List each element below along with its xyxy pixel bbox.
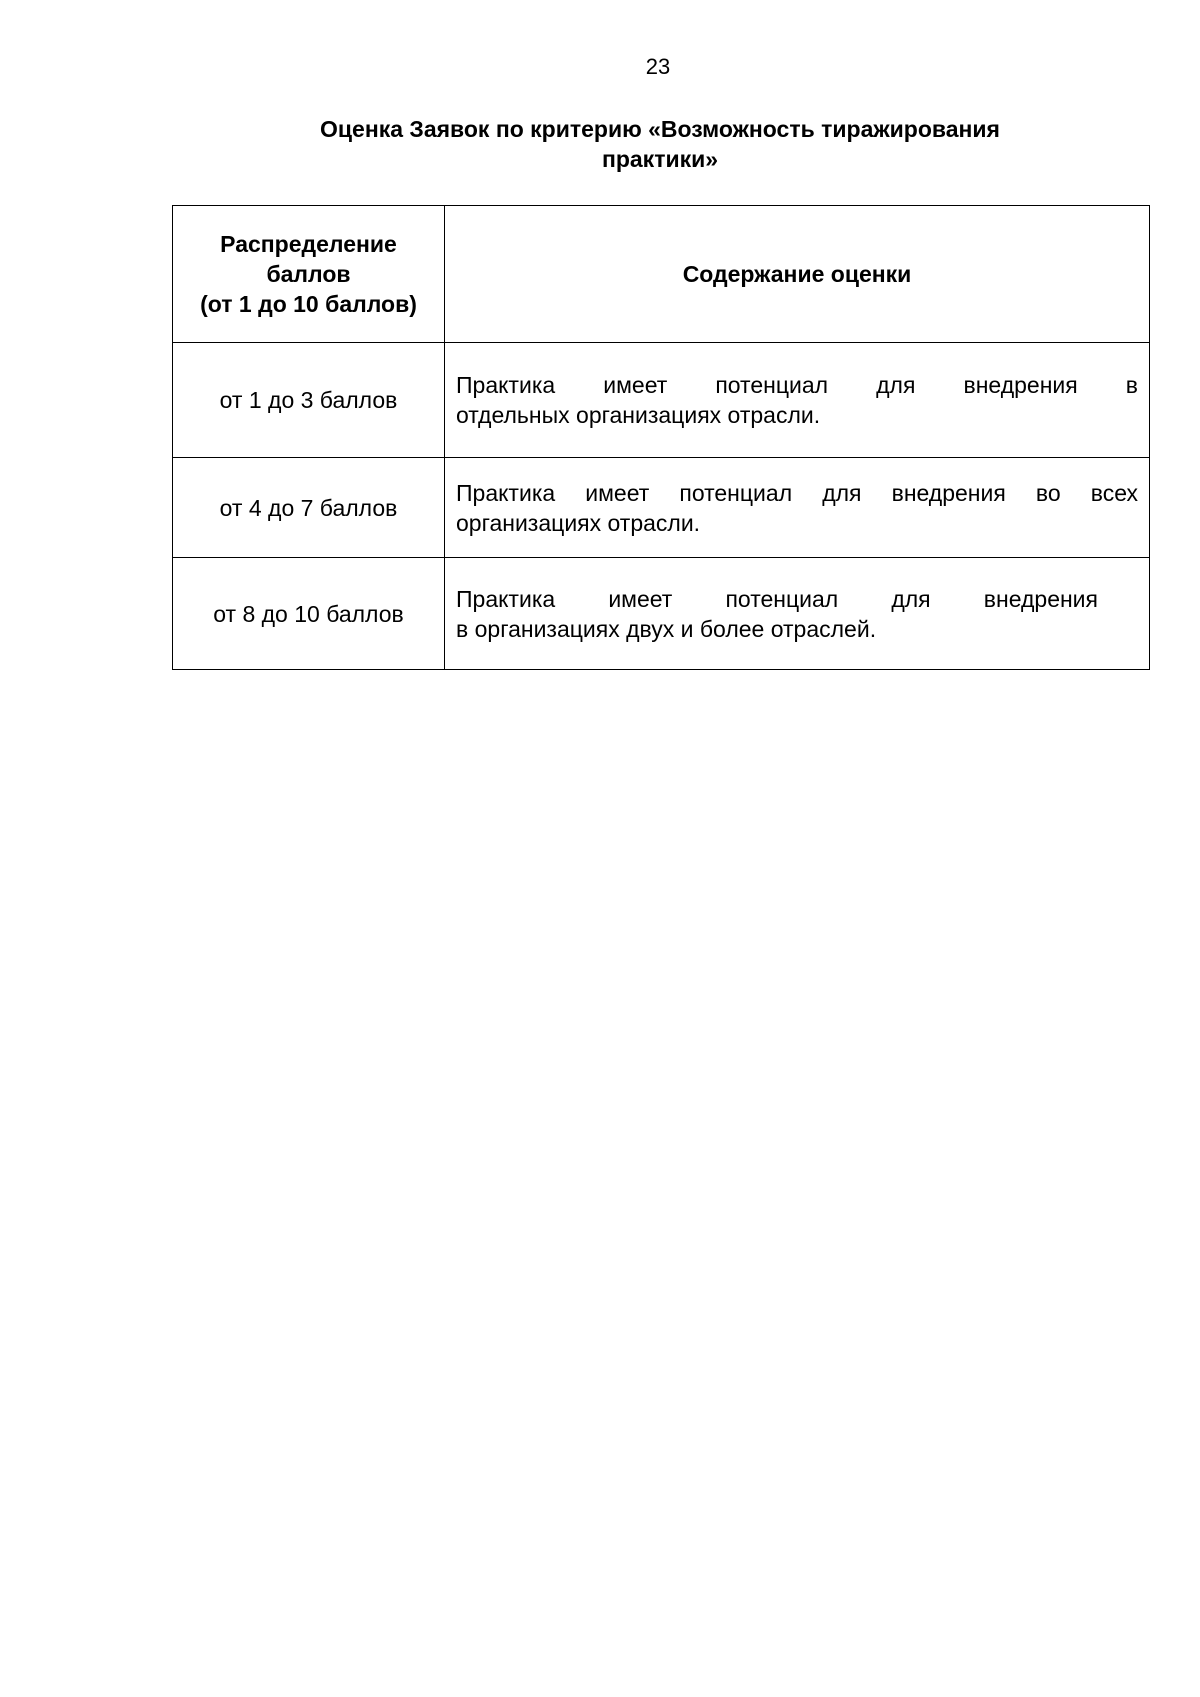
- description-line-2: в организациях двух и более отраслей.: [456, 615, 877, 642]
- score-range-cell: от 4 до 7 баллов: [173, 458, 445, 558]
- description-line-1: Практика имеет потенциал для внедрения в: [456, 372, 1138, 398]
- table-row: [173, 343, 1150, 458]
- description-line-2: организациях отрасли.: [456, 509, 701, 536]
- table-row: [173, 558, 1150, 670]
- header-assessment-content: [445, 206, 1150, 343]
- header-col1-line-1: Распределение: [220, 231, 397, 257]
- criteria-table: [172, 205, 1150, 670]
- description-line-1: Практика имеет потенциал для внедрения во всех: [456, 479, 1138, 506]
- header-score-distribution: [173, 206, 445, 343]
- score-range-cell: от 8 до 10 баллов: [173, 558, 445, 670]
- document-title: [200, 114, 1120, 174]
- description-line-2: отдельных организациях отрасли.: [456, 402, 821, 428]
- description-line-1: Практика имеет потенциал для внедрения: [456, 585, 1098, 612]
- score-range-cell: от 1 до 3 баллов: [173, 343, 445, 458]
- table-row: [173, 458, 1150, 558]
- header-col2-label: Содержание оценки: [682, 261, 912, 287]
- assessment-description-cell: [445, 558, 1150, 670]
- assessment-description-cell: [445, 343, 1150, 458]
- page-number: 23: [645, 54, 671, 79]
- header-col1-line-2: баллов: [266, 261, 351, 287]
- document-title-line-2: практики»: [601, 146, 719, 172]
- document-title-line-1: Оценка Заявок по критерию «Возможность тиражирования: [320, 116, 1000, 142]
- table-header-row: [173, 206, 1150, 343]
- header-col1-line-3: (от 1 до 10 баллов): [200, 291, 417, 317]
- assessment-description-cell: [445, 458, 1150, 558]
